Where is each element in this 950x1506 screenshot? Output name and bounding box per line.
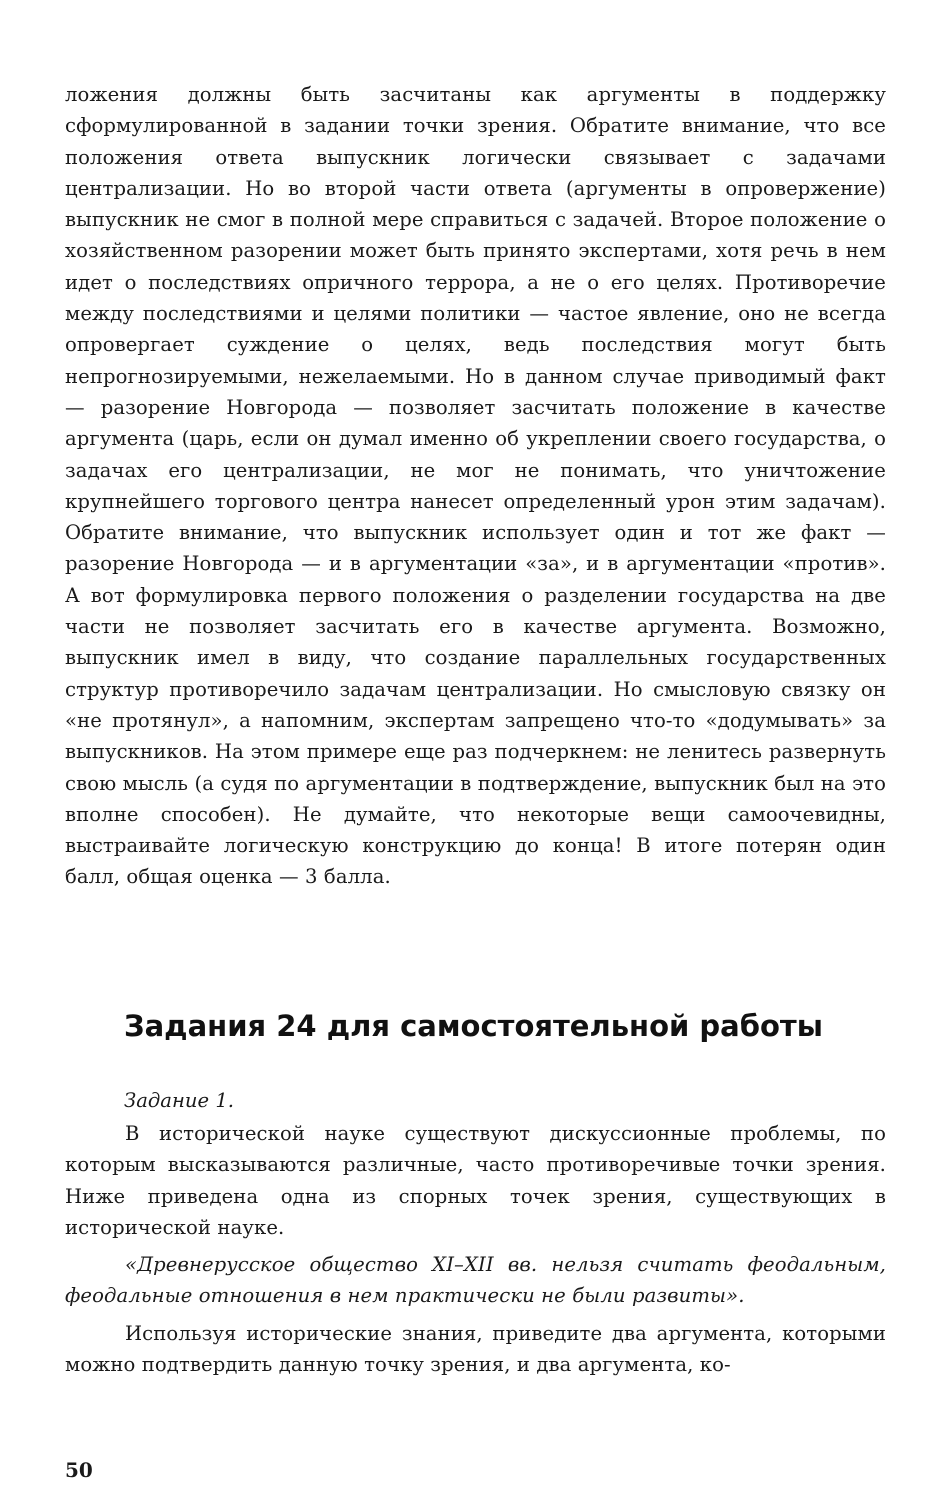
section-heading: Задания 24 для самостоятельной работы <box>124 1009 823 1043</box>
task-instruction-paragraph: Используя исторические знания, приведите два аргумента, которыми можно подтвердить данную точку зрения, и два аргумента, ко- <box>65 1322 886 1377</box>
task-label: Задание 1. <box>124 1089 235 1112</box>
page-number: 50 <box>65 1458 93 1482</box>
task-quote: «Древнерусское общество XI–XII вв. нельзя считать феодальным, феодальные отношения в нем практически не были развиты». <box>65 1253 886 1308</box>
continuation-paragraph: ложения должны быть засчитаны как аргументы в поддержку сформулированной в задании точки зрения. Обратите внимание, что все положения ответа выпускник логически связывает с задачами централизации. Но во второй части ответа (аргументы в опровержение) выпускник не смог в полной мере справиться с задачей. Второе положение о хозяйственном разорении может быть принято экспертами, хотя речь в нем идет о последствиях опричного террора, а не о его целях. Противоречие между последствиями и целями политики — частое явление, оно не всегда опровергает суждение о целях, ведь последствия могут быть непрогнозируемыми, нежелаемыми. Но в данном случае приводимый факт — разорение Новгорода — позволяет засчитать положение в качестве аргумента (царь, если он думал именно об укреплении своего государства, о задачах его централизации, не мог не понимать, что уничтожение крупнейшего торгового центра нанесет определенный урон этим задачам). Обратите внимание, что выпускник использует один и тот же факт — разорение Новгорода — и в аргументации «за», и в аргументации «против». А вот формулировка первого положения о разделении государства на две части не позволяет засчитать его в качестве аргумента. Возможно, выпускник имел в виду, что создание параллельных государственных структур противоречило задачам централизации. Но смысловую связку он «не протянул», а напомним, экспертам запрещено что-то «додумывать» за выпускников. На этом примере еще раз подчеркнем: не ленитесь развернуть свою мысль (а судя по аргументации в подтверждение, выпускник был на это вполне способен). Не думайте, что некоторые вещи самоочевидны, выстраивайте логическую конструкцию до конца! В итоге потерян один балл, общая оценка — 3 балла. <box>65 83 886 889</box>
task-intro-paragraph: В исторической науке существуют дискуссионные проблемы, по которым высказываются различные, часто противоречивые точки зрения. Ниже приведена одна из спорных точек зрения, существующих в исторической науке. <box>65 1122 886 1239</box>
